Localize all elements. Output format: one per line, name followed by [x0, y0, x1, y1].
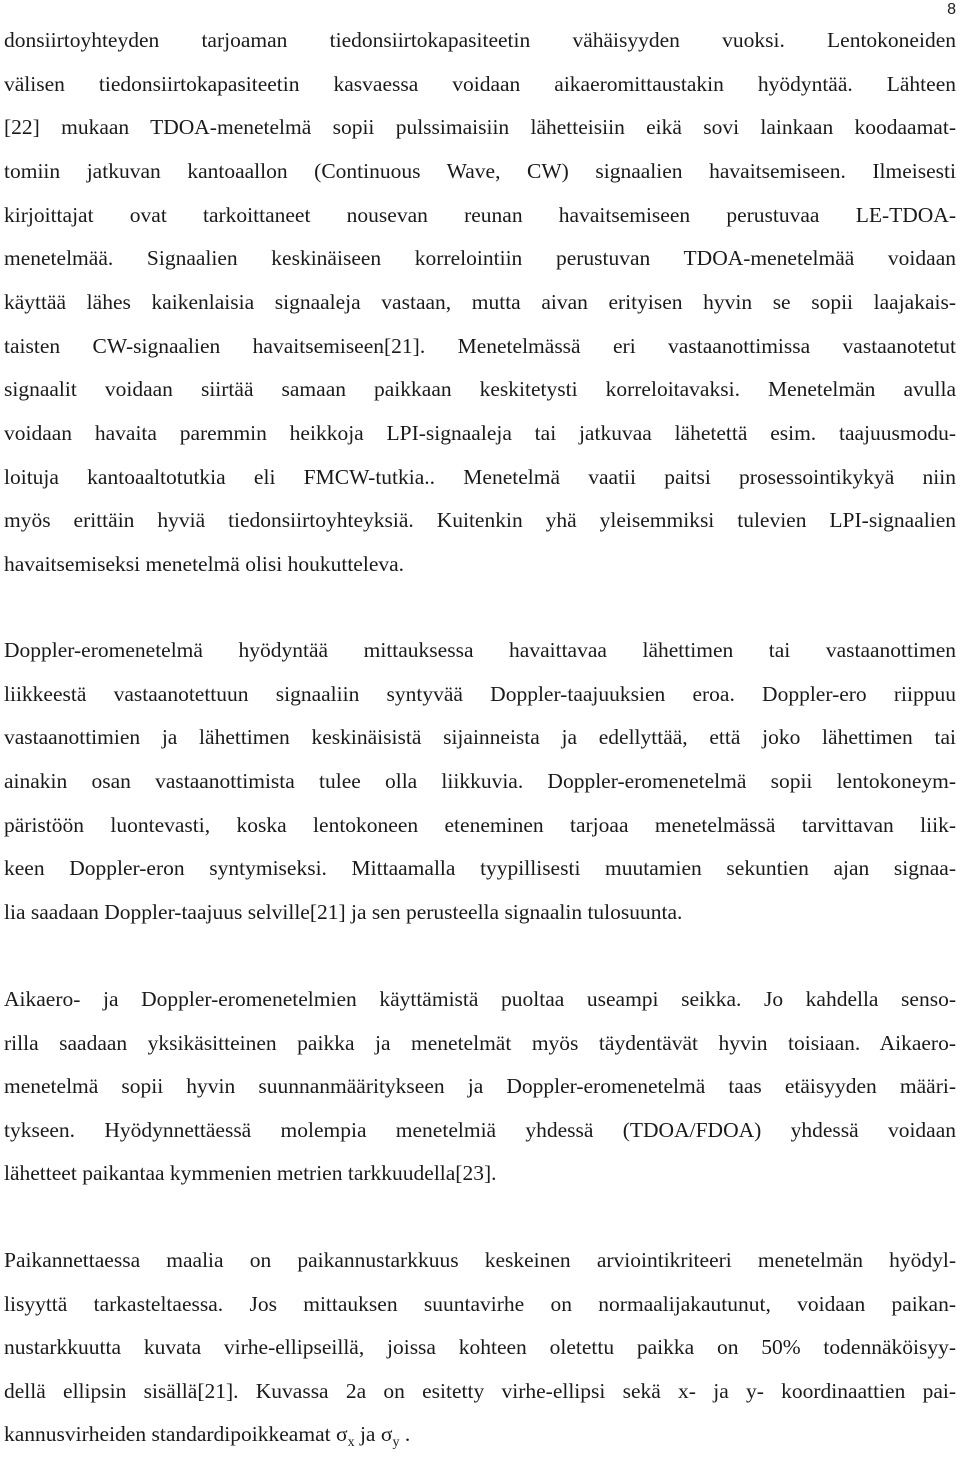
- paragraph-1-line-11: loituja kantoaaltotutkia eli FMCW-tutkia.. Menetelmä vaatii paitsi prosessointikykyä niin: [4, 465, 956, 489]
- sigma-y-symbol: [380, 1422, 400, 1450]
- paragraph-2-line-1: Doppler-eromenetelmä hyödyntää mittauksessa havaittavaa lähettimen tai vastaanottimen: [4, 638, 956, 662]
- paragraph-2-line-2: liikkeestä vastaanotettuun signaaliin syntyvää Doppler-taajuuksien eroa. Doppler-ero riippuu: [4, 682, 956, 706]
- paragraph-4-line-5: [4, 1420, 956, 1457]
- paragraph-3-line-1: Aikaero- ja Doppler-eromenetelmien käyttämistä puoltaa useampi seikka. Jo kahdella senso-: [4, 987, 956, 1011]
- paragraph-4-line-4: dellä ellipsin sisällä[21]. Kuvassa 2a on esitetty virhe-ellipsi sekä x- ja y- koordinaattien pai-: [4, 1379, 956, 1403]
- paragraph-3-line-5: lähetteet paikantaa kymmenien metrien tarkkuudella[23].: [4, 1161, 497, 1185]
- paragraph-1-line-3: [22] mukaan TDOA-menetelmä sopii pulssimaisiin lähetteisiin eikä sovi lainkaan koodaamat-: [4, 115, 956, 139]
- paragraph-1-line-10: voidaan havaita paremmin heikkoja LPI-signaaleja tai jatkuvaa lähetettä esim. taajuusmodu-: [4, 421, 956, 445]
- paragraph-2-line-5: päristöön luontevasti, koska lentokoneen eteneminen tarjoaa menetelmässä tarvittavan liik-: [4, 813, 956, 837]
- paragraph-1-line-8: taisten CW-signaalien havaitsemiseen[21]. Menetelmässä eri vastaanottimissa vastaanotetut: [4, 334, 956, 358]
- sigma-x-symbol: [335, 1422, 355, 1450]
- paragraph-1-line-5: kirjoittajat ovat tarkoittaneet nousevan reunan havaitsemiseen perustuvaa LE-TDOA-: [4, 203, 956, 227]
- sigma-x-letter: σ: [335, 1422, 348, 1446]
- paragraph-4-line-3: nustarkkuutta kuvata virhe-ellipseillä, joissa kohteen oletettu paikka on 50% todennäköisyy-: [4, 1335, 956, 1359]
- page-number: 8: [947, 1, 956, 18]
- paragraph-3-line-3: menetelmä sopii hyvin suunnanmääritykseen ja Doppler-eromenetelmä taas etäisyyden määri-: [4, 1074, 956, 1098]
- paragraph-2-line-7: lia saadaan Doppler-taajuus selville[21] ja sen perusteella signaalin tulosuunta.: [4, 900, 683, 924]
- paragraph-2-line-6: keen Doppler-eron syntymiseksi. Mittaamalla tyypillisesti muutamien sekuntien ajan signaa-: [4, 856, 956, 880]
- paragraph-2-line-4: ainakin osan vastaanottimista tulee olla liikkuvia. Doppler-eromenetelmä sopii lentokoneym-: [4, 769, 956, 793]
- paragraph-1-line-7: käyttää lähes kaikenlaisia signaaleja vastaan, mutta aivan erityisen hyvin se sopii laajakais-: [4, 290, 956, 314]
- paragraph-3-line-4: tykseen. Hyödynnettäessä molempia menetelmiä yhdessä (TDOA/FDOA) yhdessä voidaan: [4, 1118, 956, 1142]
- paragraph-2-line-3: vastaanottimien ja lähettimen keskinäisistä sijainneista ja edellyttää, että joko lähettimen tai: [4, 725, 956, 749]
- paragraph-1-line-13: havaitsemiseksi menetelmä olisi houkutteleva.: [4, 552, 405, 576]
- paragraph-1-line-9: signaalit voidaan siirtää samaan paikkaan keskitetysti korreloitavaksi. Menetelmän avulla: [4, 377, 956, 401]
- paragraph-4-line-5-text: kannusvirheiden standardipoikkeamat: [4, 1422, 336, 1446]
- paragraph-1-line-4: tomiin jatkuvan kantoaallon (Continuous Wave, CW) signaalien havaitsemiseen. Ilmeisesti: [4, 159, 956, 183]
- paragraph-1-line-2: välisen tiedonsiirtokapasiteetin kasvaessa voidaan aikaeromittaustakin hyödyntää. Lähteen: [4, 72, 956, 96]
- sigma-x-subscript: x: [347, 1435, 355, 1450]
- conjunction-text: ja: [354, 1422, 381, 1446]
- paragraph-1-line-1: donsiirtoyhteyden tarjoaman tiedonsiirtokapasiteetin vähäisyyden vuoksi. Lentokoneiden: [4, 28, 956, 52]
- paragraph-3-line-2: rilla saadaan yksikäsitteinen paikka ja menetelmät myös täydentävät hyvin toisiaan. Aikaero-: [4, 1031, 956, 1055]
- paragraph-1-line-6: menetelmää. Signaalien keskinäiseen korrelointiin perustuvan TDOA-menetelmää voidaan: [4, 246, 956, 270]
- sigma-y-subscript: y: [392, 1435, 400, 1450]
- paragraph-4-line-1: Paikannettaessa maalia on paikannustarkkuus keskeinen arviointikriteeri menetelmän hyödyl-: [4, 1248, 956, 1272]
- sigma-y-letter: σ: [380, 1422, 393, 1446]
- paragraph-4-line-2: lisyyttä tarkasteltaessa. Jos mittauksen suuntavirhe on normaalijakautunut, voidaan paikan-: [4, 1292, 956, 1316]
- paragraph-1-line-12: myös erittäin hyviä tiedonsiirtoyhteyksiä. Kuitenkin yhä yleisemmiksi tulevien LPI-signaalien: [4, 508, 956, 532]
- sentence-end: .: [399, 1422, 411, 1446]
